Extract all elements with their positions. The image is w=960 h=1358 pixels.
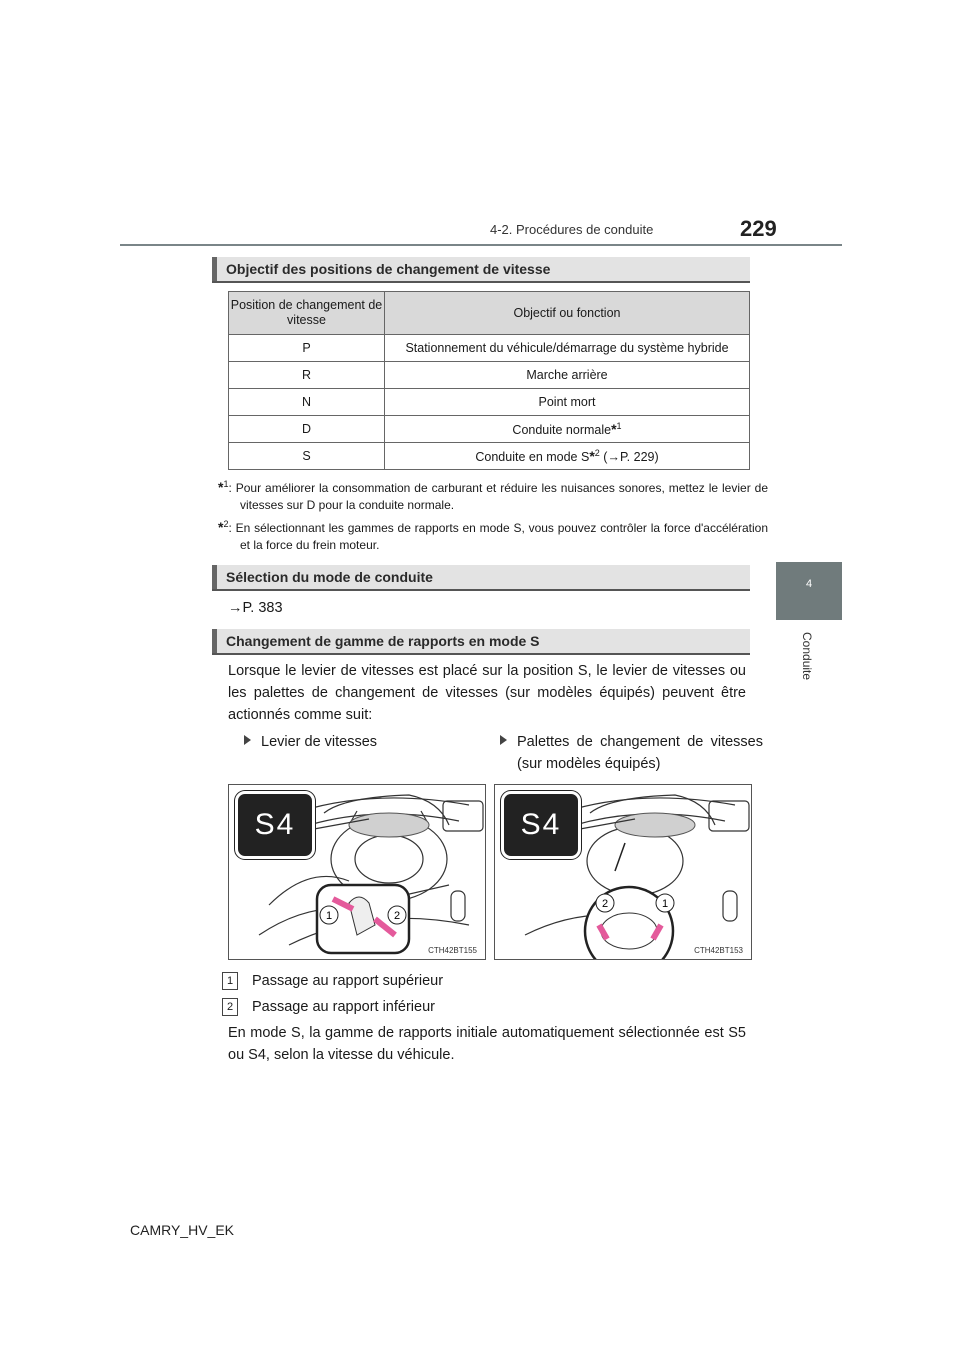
legend-item: 1 Passage au rapport supérieur bbox=[222, 970, 740, 992]
table-cell-position: S bbox=[229, 443, 385, 470]
chapter-number: 4 bbox=[805, 578, 813, 590]
table-row bbox=[229, 362, 750, 389]
section-title: 4-2. Procédures de conduite bbox=[490, 222, 654, 237]
table-row bbox=[229, 416, 750, 443]
legend-number: 2 bbox=[222, 998, 238, 1016]
callout-2: 2 bbox=[393, 910, 401, 922]
gear-position-table bbox=[228, 291, 750, 470]
figure-paddle-shifters bbox=[494, 784, 752, 960]
legend-number: 1 bbox=[222, 972, 238, 990]
triangle-bullet-icon bbox=[500, 735, 507, 745]
figure-shift-lever bbox=[228, 784, 486, 960]
chapter-label: Conduite bbox=[800, 632, 814, 681]
closing-paragraph: En mode S, la gamme de rapports initiale automatiquement sélectionnée est S5 ou S4, selon la vitesse du véhicule. bbox=[228, 1025, 746, 1063]
table-cell-position: R bbox=[229, 362, 385, 389]
bullet-paddle-shifters: Palettes de changement de vitesses (sur modèles équipés) bbox=[500, 731, 763, 775]
table-header-position: Position de changement de vitesse bbox=[229, 292, 385, 335]
table-cell-function: Conduite en mode S*$^2$ (→P. 229) bbox=[385, 443, 750, 470]
section-heading-drive-mode: Sélection du mode de conduite bbox=[212, 565, 750, 591]
table-row bbox=[229, 443, 750, 470]
table-cell-function: Stationnement du véhicule/démarrage du système hybride bbox=[385, 335, 750, 362]
table-cell-function: Marche arrière bbox=[385, 362, 750, 389]
table-cell-function: Conduite normale*$^1$ bbox=[385, 416, 750, 443]
table-cell-position: D bbox=[229, 416, 385, 443]
table-header-row bbox=[229, 292, 750, 335]
s4-display: S4 bbox=[501, 791, 581, 859]
table-cell-position: P bbox=[229, 335, 385, 362]
header-rule bbox=[120, 244, 842, 246]
s-mode-paragraph: Lorsque le levier de vitesses est placé sur la position S, le levier de vitesses ou les palettes de changement de vitesses (sur modèles équipés) peuvent être actionnés comme suit: bbox=[228, 663, 746, 723]
section-heading-s-mode: Changement de gamme de rapports en mode S bbox=[212, 629, 750, 655]
table-row bbox=[229, 389, 750, 416]
page-reference-link[interactable]: (→P. 229) bbox=[603, 450, 659, 465]
drive-mode-page-reference[interactable]: →P. 383 bbox=[228, 600, 283, 616]
section-heading-gear-positions: Objectif des positions de changement de vitesse bbox=[212, 257, 750, 283]
bullet-shift-lever: Levier de vitesses bbox=[244, 731, 464, 753]
figure-code: CTH42BT153 bbox=[694, 946, 743, 955]
s4-display: S4 bbox=[235, 791, 315, 859]
table-cell-function: Point mort bbox=[385, 389, 750, 416]
legend-item: 2 Passage au rapport inférieur bbox=[222, 996, 740, 1018]
document-code: CAMRY_HV_EK bbox=[130, 1222, 235, 1238]
chapter-tab bbox=[776, 562, 842, 620]
footnote-2: *$^2$: En sélectionnant les gammes de rapports en mode S, vous pouvez contrôler la force d'accélération et la force du frein moteur. bbox=[218, 519, 768, 552]
table-header-function: Objectif ou fonction bbox=[385, 292, 750, 335]
figure-code: CTH42BT155 bbox=[428, 946, 477, 955]
table-cell-position: N bbox=[229, 389, 385, 416]
callout-1: 1 bbox=[661, 898, 669, 910]
callout-1: 1 bbox=[325, 910, 333, 922]
footnote-1: *$^1$: Pour améliorer la consommation de carburant et réduire les nuisances sonores, mettez le levier de vitesses sur D pour la conduite normale. bbox=[218, 479, 768, 512]
page-number: 229 bbox=[740, 216, 777, 241]
callout-2: 2 bbox=[601, 898, 609, 910]
triangle-bullet-icon bbox=[244, 735, 251, 745]
table-row bbox=[229, 335, 750, 362]
